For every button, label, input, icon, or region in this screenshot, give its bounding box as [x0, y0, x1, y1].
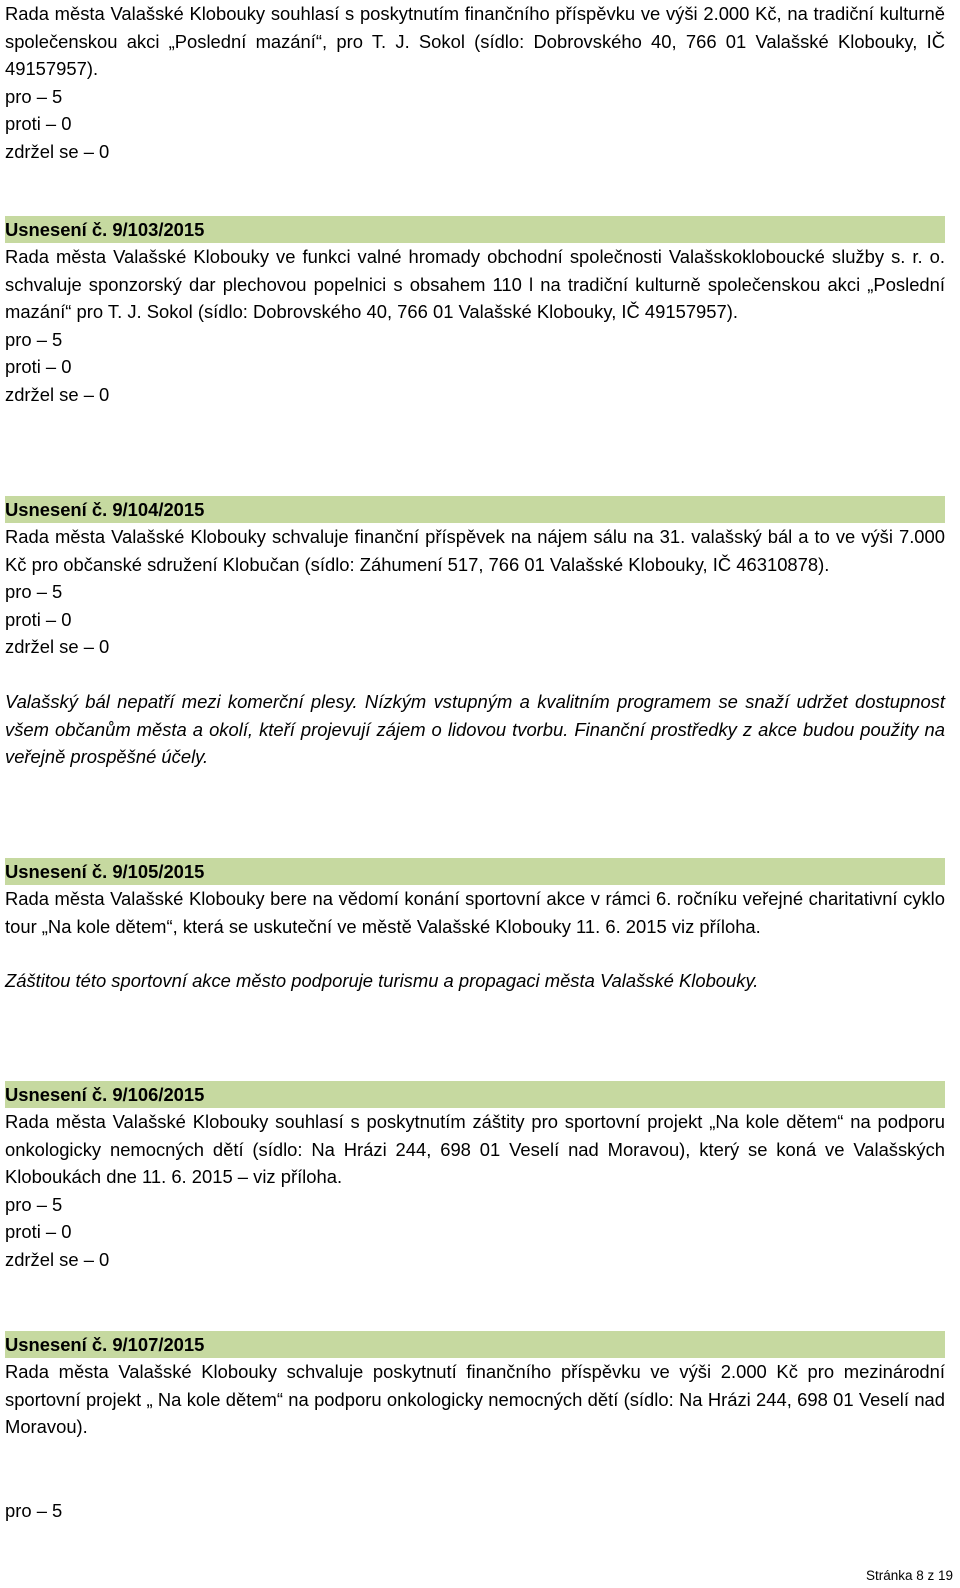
resolution-heading: Usnesení č. 9/104/2015 — [5, 496, 945, 523]
resolution-9-105 — [5, 858, 945, 995]
resolution-9-107 — [5, 1331, 945, 1524]
vote-abstain: zdržel se – 0 — [5, 1248, 110, 1270]
resolution-heading: Usnesení č. 9/105/2015 — [5, 858, 945, 885]
page-number: Stránka 8 z 19 — [865, 1568, 953, 1583]
resolution-heading: Usnesení č. 9/103/2015 — [5, 216, 945, 243]
resolution-text: Rada města Valašské Klobouky schvaluje poskytnutí finančního příspěvku ve výši 2.000 Kč pro mezinárodní sportovní projekt „ Na kole dětem“ na podporu onkologicky nemocných dětí (sídlo: Na Hrázi 244, 698 01 Veselí nad Moravou). — [5, 1361, 945, 1438]
resolution-note: Valašský bál nepatří mezi komerční plesy. Nízkým vstupným a kvalitním programem se snaží udržet dostupnost všem občanům města a okolí, kteří projevují zájem o lidovou tvorbu. Finanční prostředky z akce budou použity na veřejně prospěšné účely. — [5, 690, 945, 768]
vote-for: pro – 5 — [5, 328, 63, 350]
vote-for: pro – 5 — [5, 1193, 63, 1215]
vote-abstain: zdržel se – 0 — [5, 636, 110, 658]
resolution-note: Záštitou této sportovní akce město podporuje turismu a propagaci města Valašské Klobouky. — [5, 970, 759, 992]
resolution-text: Rada města Valašské Klobouky bere na vědomí konání sportovní akce v rámci 6. ročníku veřejné charitativní cyklo tour „Na kole dětem“, která se uskuteční ve městě Valašské Klobouky 11. 6. 2015 viz příloha. — [5, 888, 945, 937]
intro-text: Rada města Valašské Klobouky souhlasí s poskytnutím finančního příspěvku ve výši 2.000 Kč, na tradiční kulturně společenskou akci „Poslední mazání“, pro T. J. Sokol (sídlo: Dobrovského 40, 766 01 Valašské Klobouky, IČ 49157957). — [5, 3, 945, 80]
vote-abstain: zdržel se – 0 — [5, 383, 110, 405]
intro-section — [5, 0, 945, 166]
vote-against: proti – 0 — [5, 113, 72, 135]
resolution-9-106 — [5, 1081, 945, 1274]
vote-for: pro – 5 — [5, 85, 63, 107]
resolution-9-103 — [5, 216, 945, 409]
resolution-heading: Usnesení č. 9/107/2015 — [5, 1331, 945, 1358]
vote-for: pro – 5 — [5, 581, 63, 603]
vote-for: pro – 5 — [5, 1499, 63, 1521]
resolution-text: Rada města Valašské Klobouky schvaluje finanční příspěvek na nájem sálu na 31. valašský bál a to ve výši 7.000 Kč pro občanské sdružení Klobučan (sídlo: Záhumení 517, 766 01 Valašské Klobouky, IČ 46310878). — [5, 526, 945, 575]
resolution-heading: Usnesení č. 9/106/2015 — [5, 1081, 945, 1108]
resolution-text: Rada města Valašské Klobouky souhlasí s poskytnutím záštity pro sportovní projekt „Na kole dětem“ na podporu onkologicky nemocných dětí (sídlo: Na Hrázi 244, 698 01 Veselí nad Moravou), který se koná ve Valašských Kloboukách dne 11. 6. 2015 – viz příloha. — [5, 1111, 945, 1188]
resolution-9-104 — [5, 496, 945, 771]
resolution-text: Rada města Valašské Klobouky ve funkci valné hromady obchodní společnosti Valašskokloboucké služby s. r. o. schvaluje sponzorský dar plechovou popelnici s obsahem 110 l na tradiční kulturně společenskou akci „Poslední mazání“ pro T. J. Sokol (sídlo: Dobrovského 40, 766 01 Valašské Klobouky, IČ 49157957). — [5, 246, 945, 323]
vote-abstain: zdržel se – 0 — [5, 140, 110, 162]
vote-against: proti – 0 — [5, 1221, 72, 1243]
vote-against: proti – 0 — [5, 356, 72, 378]
vote-against: proti – 0 — [5, 608, 72, 630]
